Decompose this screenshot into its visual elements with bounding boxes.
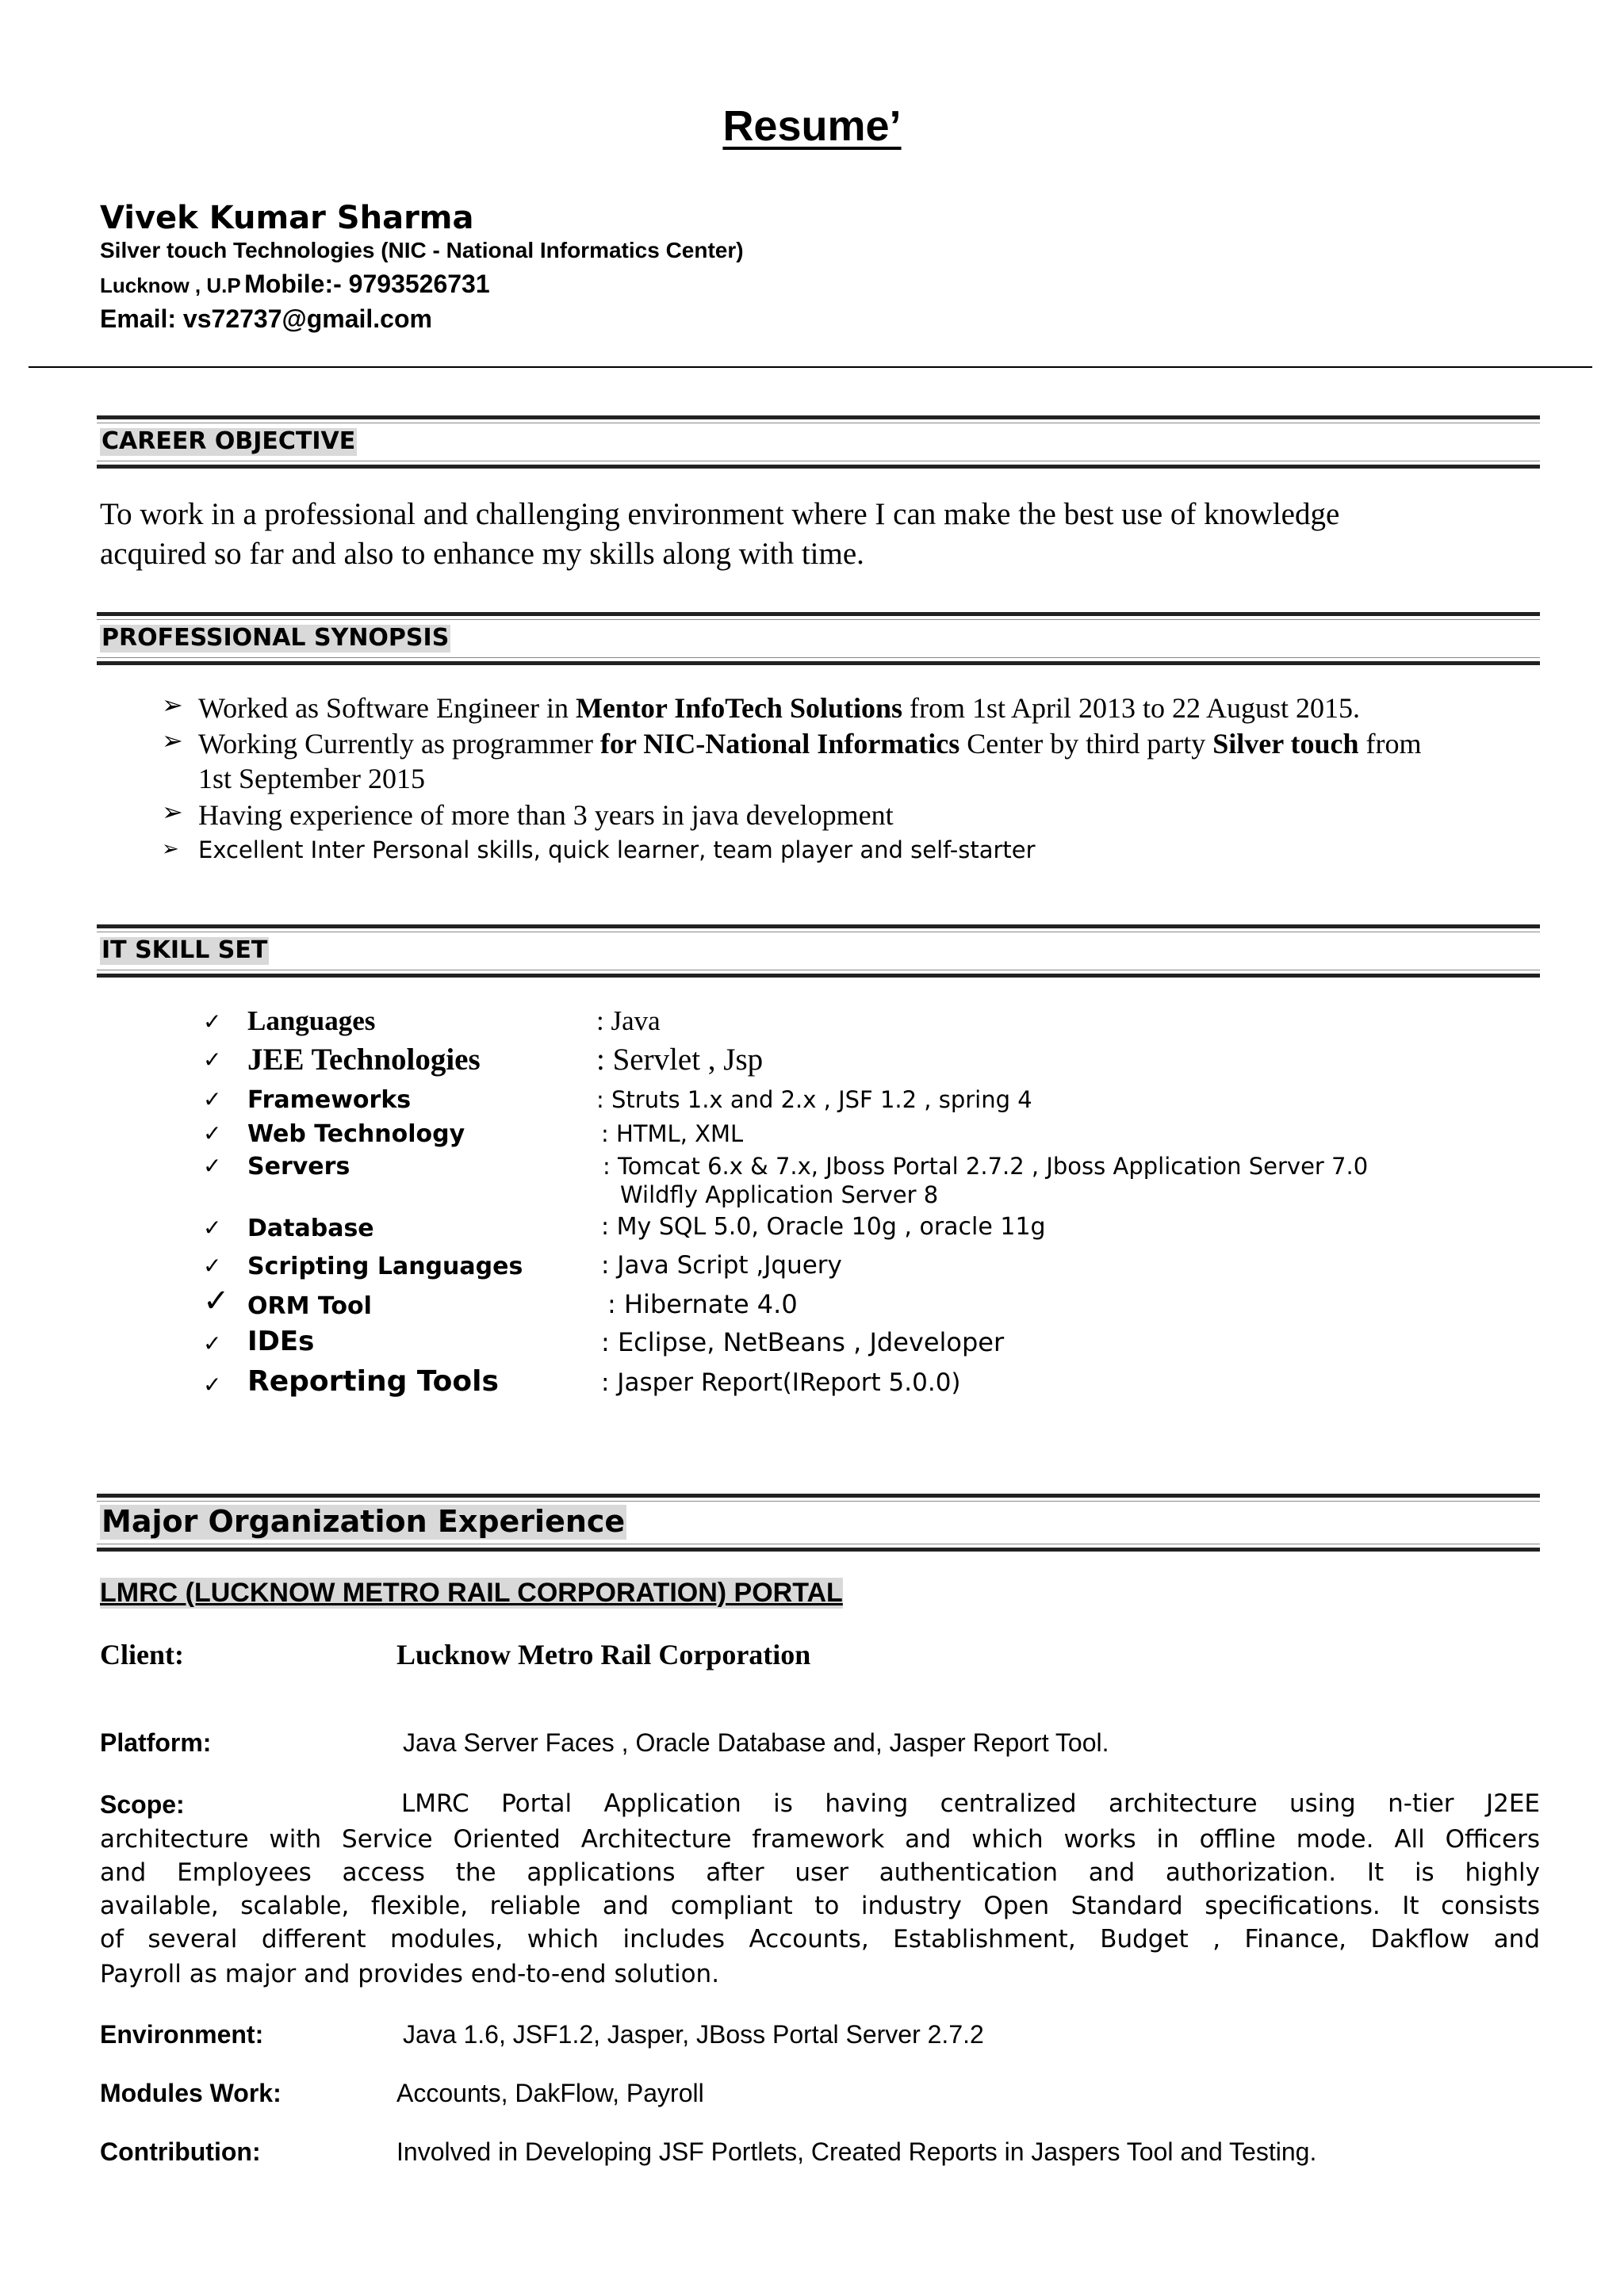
synopsis-item: Excellent Inter Personal skills, quick learner, team player and self-starter <box>198 836 1036 863</box>
skill-value: : Struts 1.x and 2.x , JSF 1.2 , spring 4 <box>596 1086 1032 1113</box>
email-address: Email: vs72737@gmail.com <box>100 304 432 333</box>
scope-text: Payroll as major and provides end-to-end solution. <box>100 1960 720 1988</box>
arrow-bullet-icon: ➢ <box>162 725 183 756</box>
arrow-bullet-icon: ➢ <box>162 797 183 827</box>
scope-text: available, scalable, flexible, reliable and compliant to industry Open Standard specifications. It consists <box>100 1892 1540 1920</box>
check-icon: ✓ <box>203 1215 222 1241</box>
project-title: LMRC (LUCKNOW METRO RAIL CORPORATION) PORTAL <box>100 1578 843 1608</box>
check-icon: ✓ <box>203 1047 222 1073</box>
check-icon: ✓ <box>203 1153 222 1179</box>
skill-label: JEE Technologies <box>247 1043 481 1077</box>
skill-label: IDEs <box>247 1326 315 1357</box>
skill-label: Scripting Languages <box>247 1253 523 1280</box>
scope-text: of several different modules, which includes Accounts, Establishment, Budget , Finance, Dakflow and <box>100 1925 1540 1954</box>
skill-value: : Servlet , Jsp <box>596 1043 764 1077</box>
platform-value: Java Server Faces , Oracle Database and, Jasper Report Tool. <box>403 1728 1109 1757</box>
skill-value: : Hibernate 4.0 <box>607 1289 798 1319</box>
check-icon: ✓ <box>203 1008 222 1035</box>
check-icon: ✓ <box>203 1372 222 1398</box>
check-icon: ✓ <box>203 1253 222 1279</box>
location: Lucknow , U.P <box>100 274 241 297</box>
check-icon: ✓ <box>203 1330 222 1357</box>
skill-value: : My SQL 5.0, Oracle 10g , oracle 11g <box>601 1213 1046 1241</box>
current-company: Silver touch Technologies (NIC - National Informatics Center) <box>100 238 744 262</box>
scope-text: LMRC Portal Application is having centralized architecture using n-tier J2EE <box>401 1789 1540 1818</box>
section-rule <box>97 465 1540 469</box>
section-rule-thin <box>97 657 1540 658</box>
section-rule <box>97 1548 1540 1552</box>
section-rule <box>97 1494 1540 1498</box>
section-rule <box>97 612 1540 616</box>
synopsis-item-continued: 1st September 2015 <box>198 763 425 794</box>
client-value: Lucknow Metro Rail Corporation <box>396 1639 811 1670</box>
header-divider <box>29 366 1592 368</box>
modules-value: Accounts, DakFlow, Payroll <box>396 2079 704 2107</box>
synopsis-item: Working Currently as programmer for NIC-National Informatics Center by third party Silver touch from <box>198 728 1422 760</box>
career-objective-line: To work in a professional and challenging environment where I can make the best use of knowledge <box>100 497 1340 531</box>
scope-text: architecture with Service Oriented Architecture framework and which works in offline mode. All Officers <box>100 1825 1540 1854</box>
environment-label: Environment: <box>100 2020 264 2049</box>
section-rule <box>97 924 1540 928</box>
career-objective-heading: CAREER OBJECTIVE <box>102 427 356 455</box>
experience-heading: Major Organization Experience <box>102 1504 626 1539</box>
career-objective-line: acquired so far and also to enhance my skills along with time. <box>100 537 864 571</box>
skill-label: ORM Tool <box>247 1292 372 1320</box>
skill-label: Database <box>247 1215 374 1242</box>
scope-label: Scope: <box>100 1790 185 1819</box>
skill-value: : Java <box>596 1005 661 1036</box>
section-rule <box>97 415 1540 419</box>
contribution-value: Involved in Developing JSF Portlets, Created Reports in Jaspers Tool and Testing. <box>396 2137 1317 2166</box>
skill-value-continued: Wildfly Application Server 8 <box>620 1181 939 1208</box>
skill-value: : HTML, XML <box>601 1120 744 1147</box>
contribution-label: Contribution: <box>100 2137 261 2166</box>
environment-value: Java 1.6, JSF1.2, Jasper, JBoss Portal Server 2.7.2 <box>403 2020 984 2049</box>
skill-value: : Jasper Report(IReport 5.0.0) <box>601 1368 961 1397</box>
check-icon: ✓ <box>203 1283 230 1319</box>
client-label: Client: <box>100 1639 184 1670</box>
contact-line <box>100 270 490 299</box>
skill-label: Frameworks <box>247 1086 412 1114</box>
check-icon: ✓ <box>203 1120 222 1146</box>
scope-text: and Employees access the applications after user authentication and authorization. It is highly <box>100 1858 1540 1887</box>
mobile-number: Mobile:- 9793526731 <box>244 270 490 298</box>
page-title: Resume’ <box>722 102 902 150</box>
skill-label: Servers <box>247 1153 350 1181</box>
skill-value: : Java Script ,Jquery <box>601 1251 842 1280</box>
section-rule-thin <box>97 1501 1540 1502</box>
check-icon: ✓ <box>203 1086 222 1112</box>
skill-label: Languages <box>247 1005 376 1036</box>
section-rule <box>97 661 1540 665</box>
synopsis-item: Worked as Software Engineer in Mentor InfoTech Solutions from 1st April 2013 to 22 August 2015. <box>198 692 1361 724</box>
candidate-name: Vivek Kumar Sharma <box>100 200 474 236</box>
skills-heading: IT SKILL SET <box>102 936 268 964</box>
synopsis-heading: PROFESSIONAL SYNOPSIS <box>102 624 450 652</box>
synopsis-item: Having experience of more than 3 years in java development <box>198 799 894 831</box>
skill-value: : Tomcat 6.x & 7.x, Jboss Portal 2.7.2 , Jboss Application Server 7.0 <box>603 1153 1369 1180</box>
section-rule-thin <box>97 619 1540 620</box>
skill-label: Reporting Tools <box>247 1365 499 1398</box>
section-rule <box>97 974 1540 978</box>
skill-label: Web Technology <box>247 1120 465 1148</box>
arrow-bullet-icon: ➢ <box>162 837 179 861</box>
skill-value: : Eclipse, NetBeans , Jdeveloper <box>601 1327 1005 1357</box>
modules-label: Modules Work: <box>100 2079 282 2107</box>
platform-label: Platform: <box>100 1728 212 1757</box>
arrow-bullet-icon: ➢ <box>162 690 183 720</box>
